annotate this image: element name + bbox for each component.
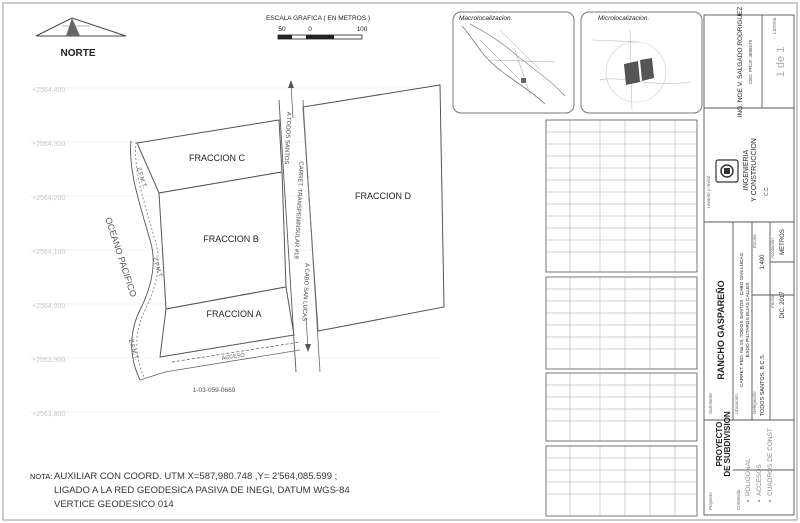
proyecto-line-1: PROYECTO	[715, 421, 724, 467]
location-line-2: EJIDO PILITAROS ELIAS CALLES	[746, 282, 751, 358]
coast-zone-label: Z.F.M.T.	[126, 338, 140, 361]
company-name-1: INGENIERIA	[743, 149, 750, 191]
company-name-2: Y CONSTRUCCION	[751, 138, 758, 202]
contenido-item: POLIGONAL	[745, 458, 752, 496]
bullet-icon	[758, 500, 760, 502]
macro-title: Macrolocalizacion.	[459, 15, 513, 22]
location-line-1: CARRET. FED. No.19, TODOS SANTOS - CABO SAN LUCAS	[740, 253, 745, 387]
bullet-icon	[769, 500, 771, 502]
arrow-up-icon	[288, 80, 294, 88]
ocean-label: OCEANO PACIFICO	[103, 215, 139, 299]
north-label: NORTE	[60, 48, 96, 59]
scale-tick: 50	[278, 26, 286, 33]
north-arrow-icon	[36, 18, 126, 36]
cc-label: C.C.	[764, 186, 770, 196]
road-north-label: A TODOS SANTOS	[282, 111, 292, 165]
parcel-label-c: FRACCION C	[189, 153, 245, 163]
construction-table-2	[546, 277, 697, 369]
coord-tick: +2564,100	[32, 249, 66, 256]
micro-title: Microlocalizacion.	[598, 15, 650, 22]
contenido-item: ACCESOS	[756, 464, 763, 496]
engineer-license: CED. PROF. 4696579	[748, 39, 753, 85]
scale-bar	[266, 15, 370, 39]
coordinate-labels	[32, 87, 65, 418]
note-prefix: NOTA:	[30, 472, 53, 481]
construction-table-3	[546, 373, 697, 441]
contenido-label: Contenido	[736, 489, 741, 510]
site-marker	[624, 61, 640, 85]
fecha-label: Fecha	[770, 295, 775, 308]
acotacion-value: METROS	[780, 229, 786, 255]
parcel-fraccion-d[interactable]	[303, 85, 444, 331]
escala-label: Escala	[752, 234, 757, 248]
note-line-1: AUXILIAR CON COORD. UTM X=587,980.748 ,Y= 2'564,085.599 ;	[54, 471, 338, 482]
construction-table-4	[546, 446, 697, 516]
micro-location-map	[581, 12, 702, 113]
road-south-label: A CABO SAN LUCAS	[300, 262, 310, 322]
parcel-label-d: FRACCION D	[355, 191, 411, 201]
sheet-number: 1 de 1	[775, 46, 787, 78]
coord-tick: +2563,800	[32, 411, 66, 418]
parcel-id-label: 1-03-059-0669	[192, 387, 236, 394]
sheet-label: Lámina	[772, 17, 778, 34]
construction-table-1	[546, 120, 697, 272]
arrow-down-icon	[305, 344, 311, 352]
contenido-item: CUADROS DE CONST.	[767, 427, 774, 496]
north-arrow	[36, 18, 126, 59]
coord-tick: +2564,400	[32, 87, 66, 94]
coast-zone-label: Z.F.M.T.	[150, 256, 164, 279]
engineer-name: ING. NOE V. SALGADO RODRIGUEZ	[737, 6, 744, 118]
company-logo	[716, 160, 738, 182]
ubicacion-label: Ubicación	[734, 394, 739, 414]
survey-note	[30, 471, 350, 510]
macro-location-map	[453, 12, 574, 113]
access-label: ACCESO	[221, 352, 246, 362]
fecha-value: DIC. 2017	[780, 291, 786, 319]
delegacion-label: Delegación	[752, 391, 757, 414]
escala-value: 1:400	[760, 254, 766, 270]
bullet-icon	[747, 500, 749, 502]
scale-tick: 100	[356, 26, 368, 33]
scale-title: ESCALA GRAFICA ( EN METROS )	[265, 15, 371, 22]
solicitante-label: Solicitante	[708, 393, 713, 414]
acotacion-label: Acotación	[770, 238, 775, 258]
site-marker	[640, 58, 654, 81]
coast-zone-label: Z.F.M.T.	[134, 166, 148, 189]
note-line-3: VERTICE GEODESICO 014	[54, 499, 174, 510]
stamp-label: Levantó y revisó	[706, 175, 711, 209]
coord-tick: +2564,200	[32, 195, 66, 202]
parcel-label-b: FRACCION B	[203, 234, 259, 244]
coord-tick: +2563,900	[32, 357, 66, 364]
construction-tables	[546, 120, 697, 516]
scale-tick: 0	[308, 26, 312, 33]
delegacion-value: TODOS SANTOS, B.C.S.	[760, 353, 766, 417]
coord-tick: +2564,300	[32, 141, 66, 148]
proyecto-line-2: DE SUBDIVISION	[723, 411, 732, 477]
road-main-label: CARRET. TRANSPENINSULAR #19	[292, 161, 304, 259]
parcel-label-a: FRACCION A	[206, 309, 262, 319]
note-line-2: LIGADO A LA RED GEODESICA PASIVA DE INEGI, DATUM WGS-84	[54, 485, 350, 496]
proyecto-label: Proyecto	[708, 492, 713, 510]
project-name: RANCHO GASPAREÑO	[716, 280, 726, 380]
coord-tick: +2564,000	[32, 303, 66, 310]
